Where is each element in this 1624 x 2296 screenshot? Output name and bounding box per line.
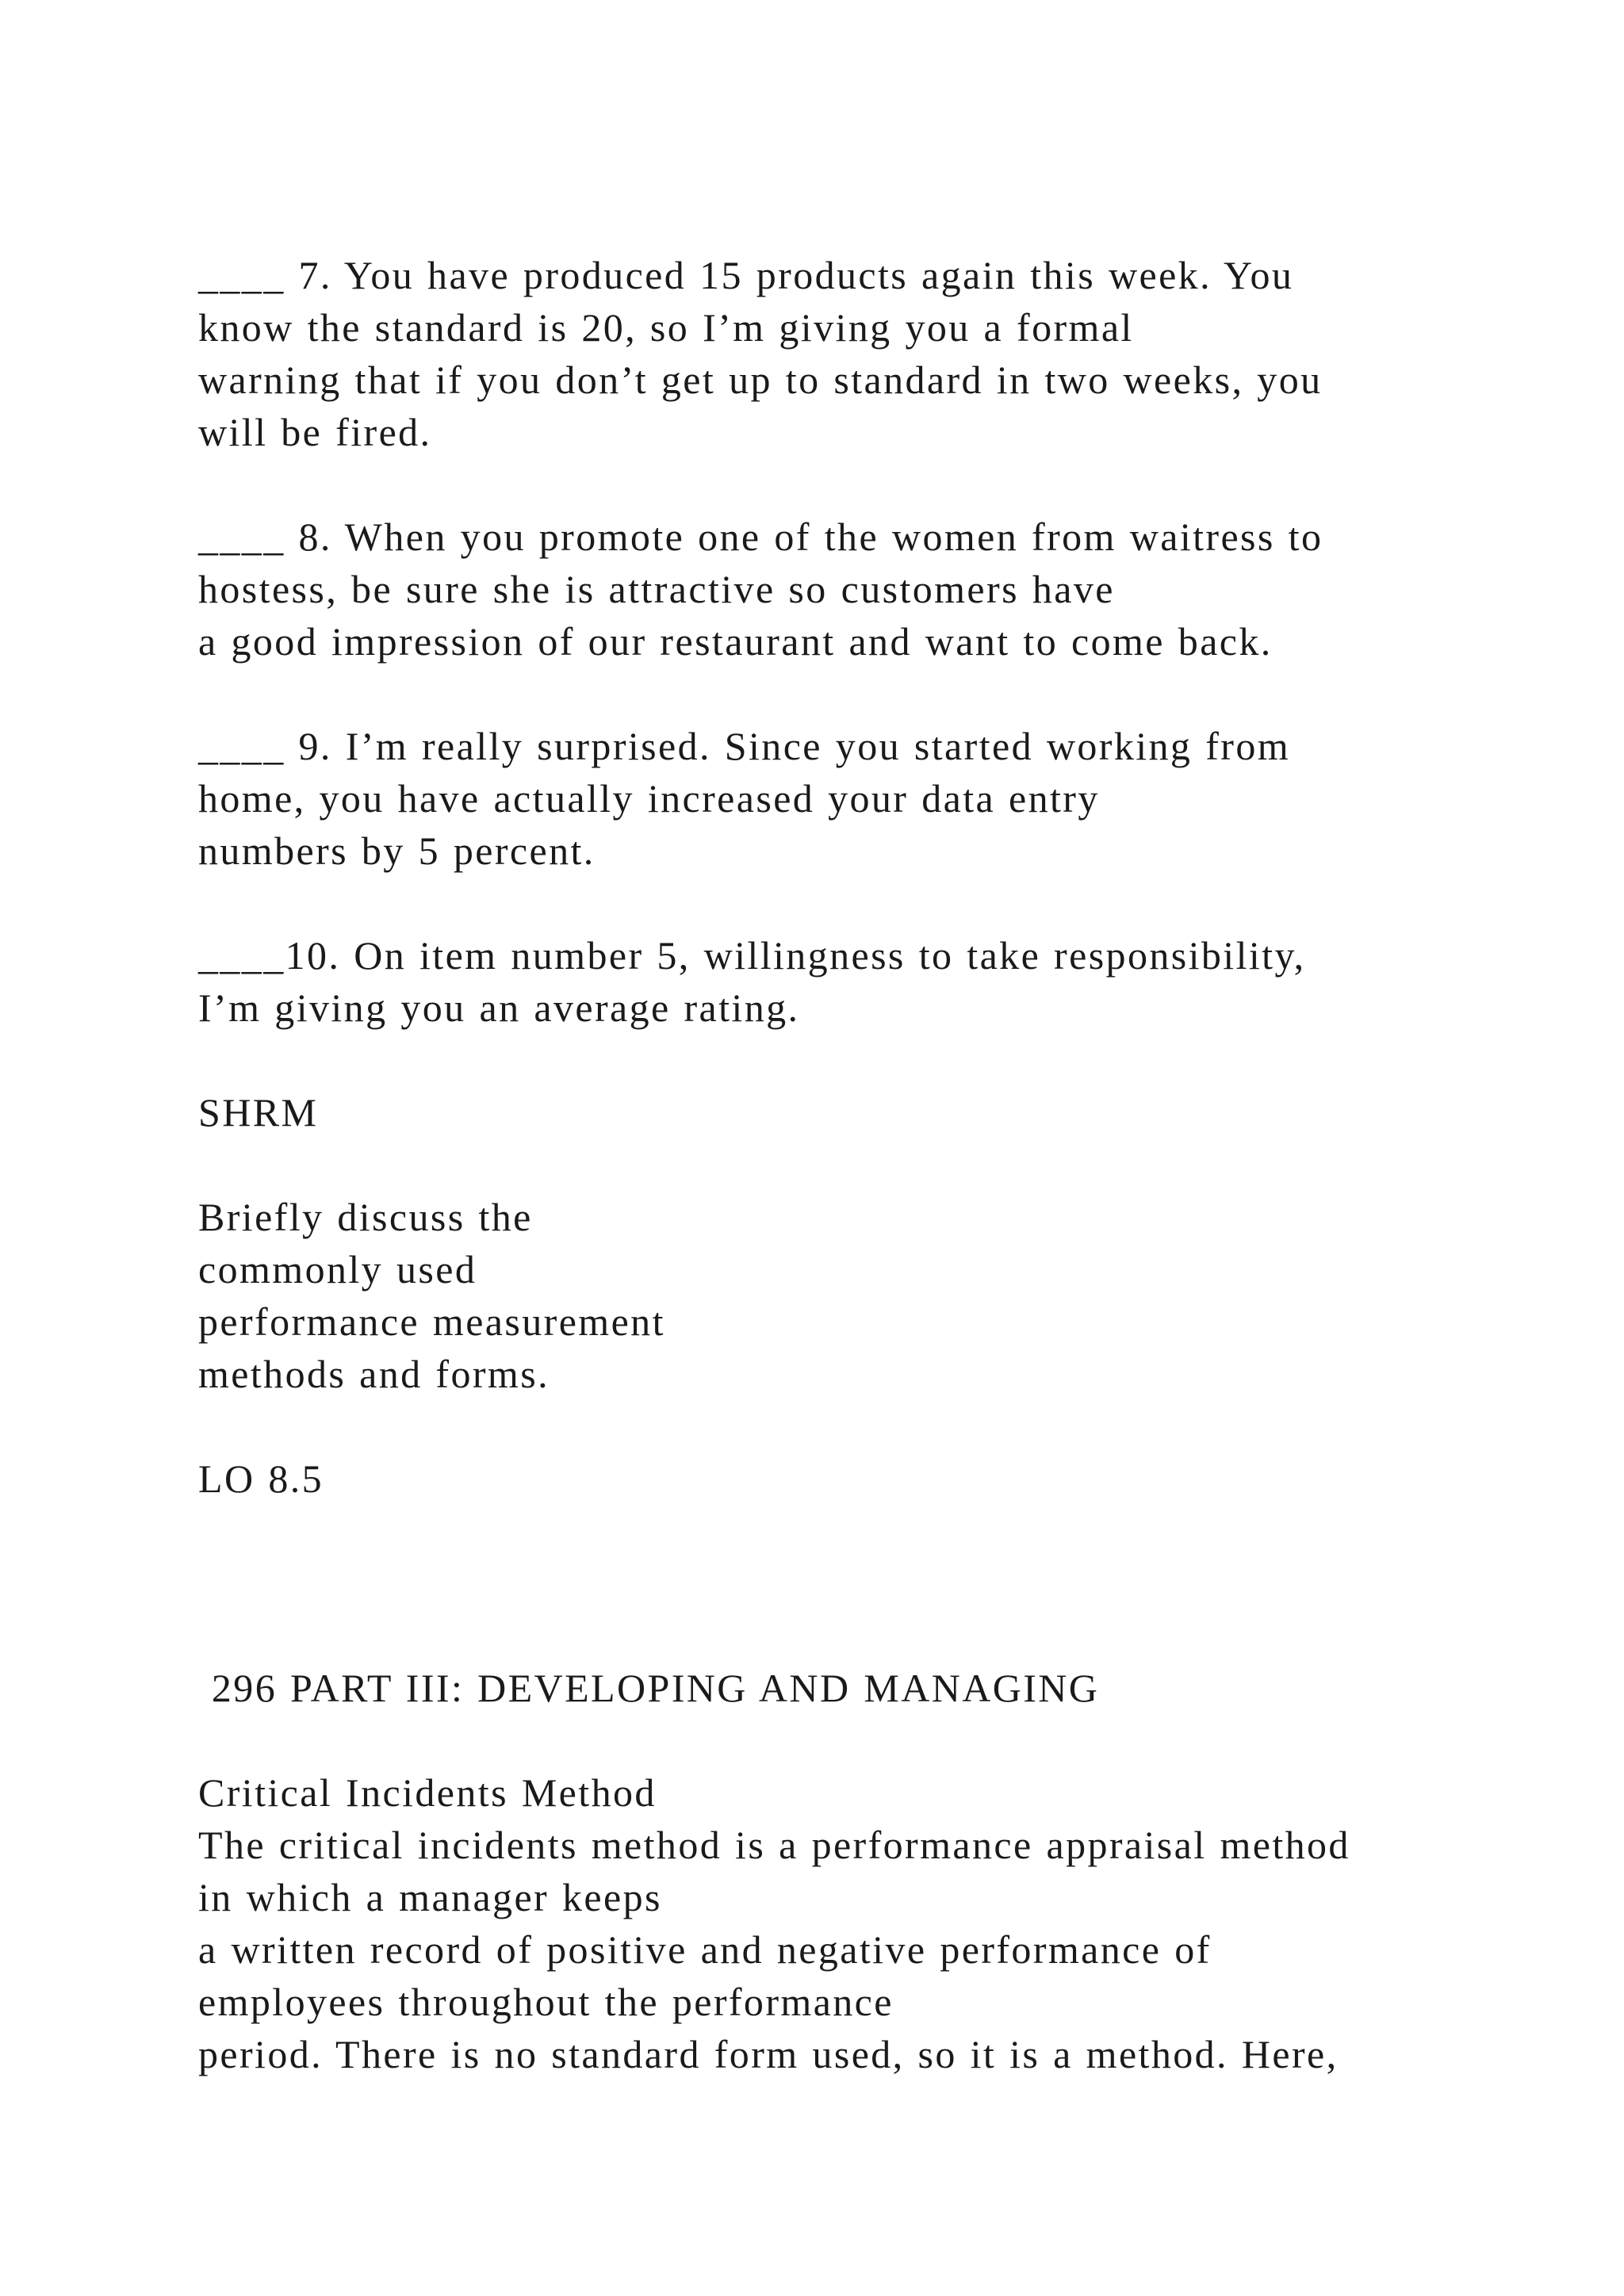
text-line: period. There is no standard form used, so it is a method. Here, (198, 2032, 1339, 2076)
section-heading: Critical Incidents Method (198, 1770, 657, 1815)
text-line: ____ 8. When you promote one of the women from waitress to (198, 515, 1323, 559)
text-line: ____ 7. You have produced 15 products again this week. You (198, 253, 1294, 297)
text-line: know the standard is 20, so I’m giving you a formal (198, 305, 1134, 350)
text-line: home, you have actually increased your data entry (198, 776, 1100, 821)
shrm-label: SHRM (198, 1090, 319, 1135)
text-line: numbers by 5 percent. (198, 828, 596, 873)
text-line: performance measurement (198, 1299, 665, 1344)
text-line: The critical incidents method is a performance appraisal method (198, 1823, 1350, 1867)
lo-label: LO 8.5 (198, 1456, 324, 1501)
text-line: employees throughout the performance (198, 1980, 894, 2024)
text-line: in which a manager keeps (198, 1875, 662, 1919)
text-line: a written record of positive and negative performance of (198, 1927, 1212, 1972)
text-line: Briefly discuss the (198, 1195, 533, 1239)
text-line: I’m giving you an average rating. (198, 985, 800, 1030)
text-line: will be fired. (198, 410, 432, 454)
text-line: commonly used (198, 1247, 477, 1292)
text-line: ____ 9. I’m really surprised. Since you started working from (198, 724, 1291, 768)
text-line: a good impression of our restaurant and want to come back. (198, 619, 1273, 664)
text-line: ____10. On item number 5, willingness to take responsibility, (198, 933, 1306, 978)
running-header: 296 PART III: DEVELOPING AND MANAGING (198, 1666, 1100, 1710)
text-line: warning that if you don’t get up to standard in two weeks, you (198, 358, 1323, 402)
text-line: methods and forms. (198, 1352, 550, 1396)
text-line: hostess, be sure she is attractive so customers have (198, 567, 1115, 611)
